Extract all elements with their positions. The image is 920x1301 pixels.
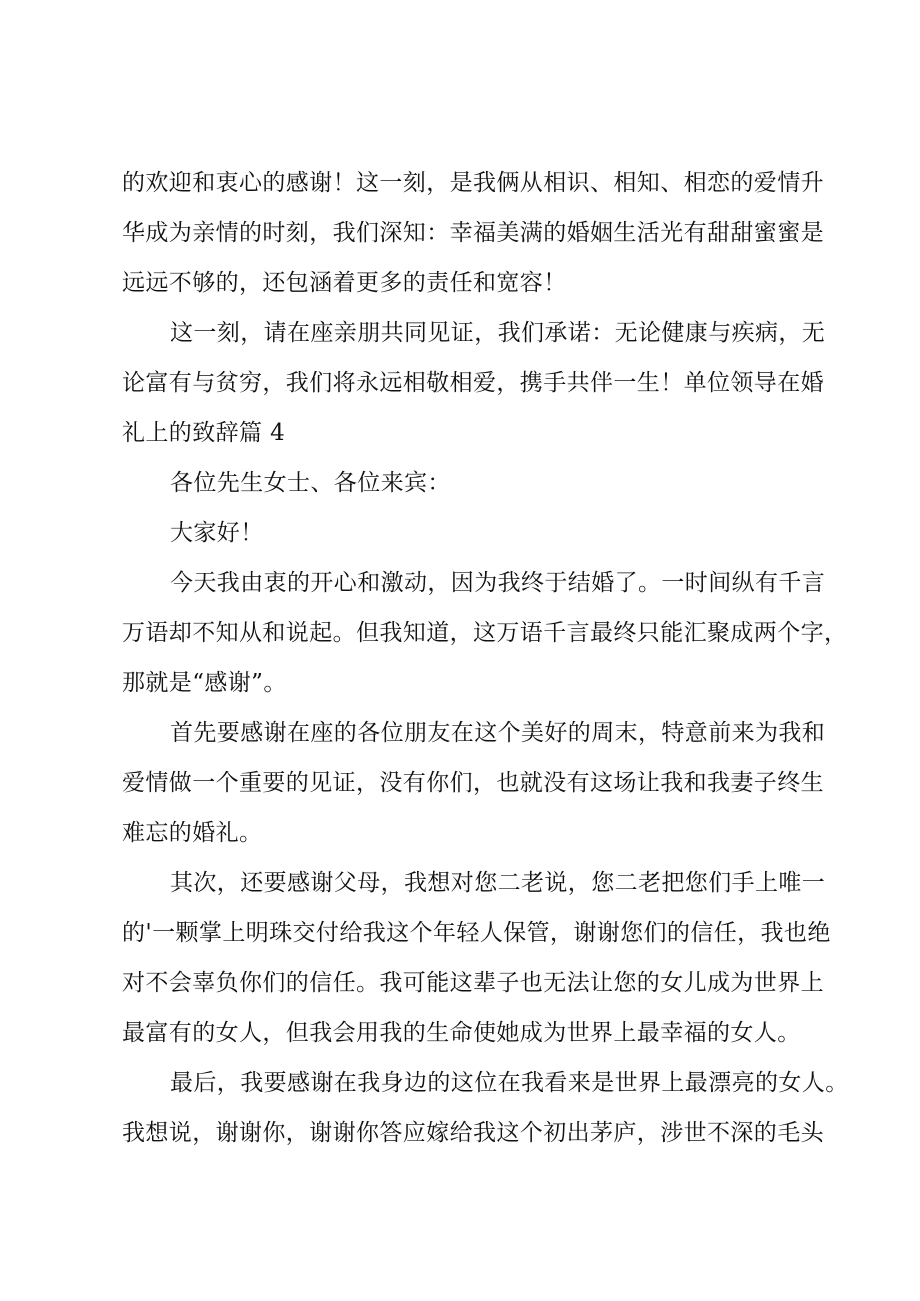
text-line: 的欢迎和衷心的感谢！这一刻，是我俩从相识、相知、相恋的爱情升 xyxy=(122,170,824,196)
greeting-line: 大家好！ xyxy=(170,520,264,546)
paragraph-start-line: 首先要感谢在座的各位朋友在这个美好的周末，特意前来为我和 xyxy=(170,720,826,746)
text-line: 难忘的婚礼。 xyxy=(122,820,263,846)
text-line: 华成为亲情的时刻，我们深知：幸福美满的婚姻生活光有甜甜蜜蜜是 xyxy=(122,220,824,246)
paragraph-start-line: 最后，我要感谢在我身边的这位在我看来是世界上最漂亮的女人。 xyxy=(170,1070,849,1096)
salutation-line: 各位先生女士、各位来宾： xyxy=(170,470,451,496)
text-line: 爱情做一个重要的见证，没有你们，也就没有这场让我和我妻子终生 xyxy=(122,770,824,796)
text-line: 那就是“感谢”。 xyxy=(122,670,287,696)
text-line: 礼上的致辞篇 4 xyxy=(122,420,286,446)
paragraph-start-line: 这一刻，请在座亲朋共同见证，我们承诺：无论健康与疾病，无 xyxy=(170,320,826,346)
text-line: 最富有的女人，但我会用我的生命使她成为世界上最幸福的女人。 xyxy=(122,1020,801,1046)
text-line: 我想说，谢谢你，谢谢你答应嫁给我这个初出茅庐，涉世不深的毛头 xyxy=(122,1120,824,1146)
text-line: 远远不够的，还包涵着更多的责任和宽容！ xyxy=(122,270,567,296)
text-line: 万语却不知从和说起。但我知道，这万语千言最终只能汇聚成两个字， xyxy=(122,620,848,646)
text-line: 对不会辜负你们的信任。我可能这辈子也无法让您的女儿成为世界上 xyxy=(122,970,824,996)
paragraph-start-line: 其次，还要感谢父母，我想对您二老说，您二老把您们手上唯一 xyxy=(170,870,826,896)
text-line: 的'一颗掌上明珠交付给我这个年轻人保管，谢谢您们的信任，我也绝 xyxy=(122,920,831,946)
paragraph-start-line: 今天我由衷的开心和激动，因为我终于结婚了。一时间纵有千言 xyxy=(170,570,826,596)
document-body xyxy=(122,162,849,1155)
text-line: 论富有与贫穷，我们将永远相敬相爱，携手共伴一生！单位领导在婚 xyxy=(122,370,824,396)
